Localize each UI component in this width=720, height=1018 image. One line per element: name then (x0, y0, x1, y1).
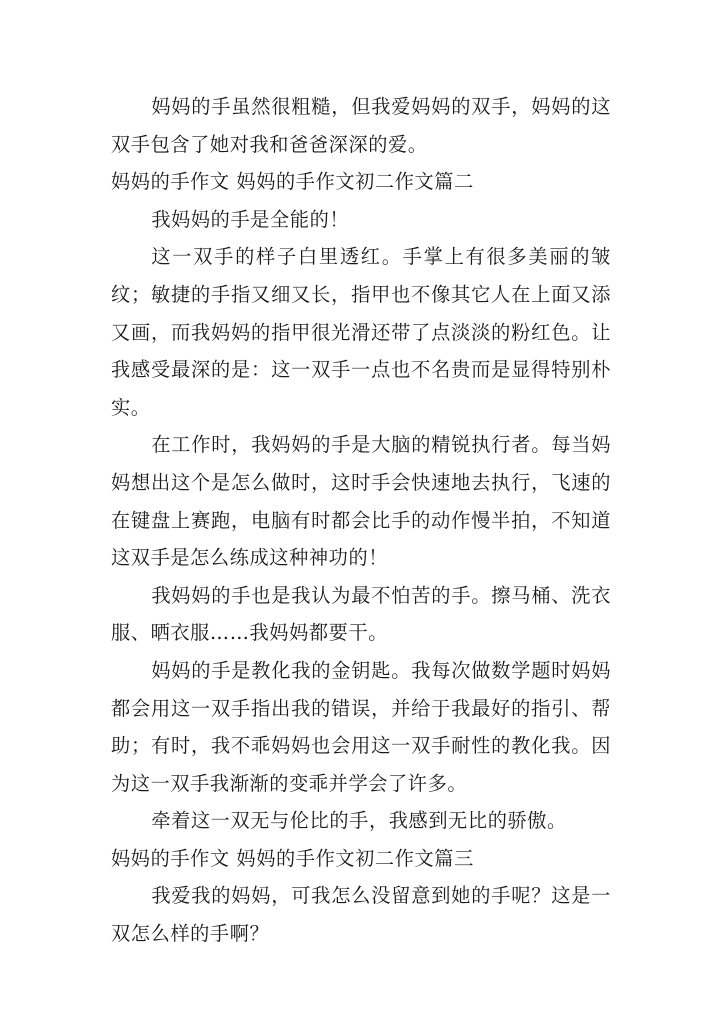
paragraph: 我妈妈的手也是我认为最不怕苦的手。擦马桶、洗衣服、晒衣服……我妈妈都要干。 (111, 583, 611, 645)
paragraph: 这一双手的样子白里透红。手掌上有很多美丽的皱纹；敏捷的手指又细又长，指甲也不像其它人在上面又添又画，而我妈妈的指甲很光滑还带了点淡淡的粉红色。让我感受最深的是：这一双手一点也不名贵而是显得特别朴实。 (111, 245, 611, 419)
paragraph: 在工作时，我妈妈的手是大脑的精锐执行者。每当妈妈想出这个是怎么做时，这时手会快速地去执行，飞速的在键盘上赛跑，电脑有时都会比手的动作慢半拍，不知道这双手是怎么练成这种神功的！ (111, 433, 611, 570)
section-heading: 妈妈的手作文 妈妈的手作文初二作文篇二 (111, 170, 474, 194)
paragraph: 妈妈的手虽然很粗糙，但我爱妈妈的双手，妈妈的这双手包含了她对我和爸爸深深的爱。 (111, 95, 611, 156)
section-heading: 妈妈的手作文 妈妈的手作文初二作文篇三 (111, 846, 474, 870)
paragraph: 我爱我的妈妈，可我怎么没留意到她的手呢？这是一双怎么样的手啊？ (111, 884, 611, 946)
document-body (111, 88, 611, 953)
paragraph: 牵着这一双无与伦比的手，我感到无比的骄傲。 (151, 809, 567, 833)
paragraph: 我妈妈的手是全能的！ (151, 207, 350, 231)
paragraph: 妈妈的手是教化我的金钥匙。我每次做数学题时妈妈都会用这一双手指出我的错误，并给于我最好的指引、帮助；有时，我不乖妈妈也会用这一双手耐性的教化我。因为这一双手我渐渐的变乖并学会了许多。 (111, 658, 611, 795)
